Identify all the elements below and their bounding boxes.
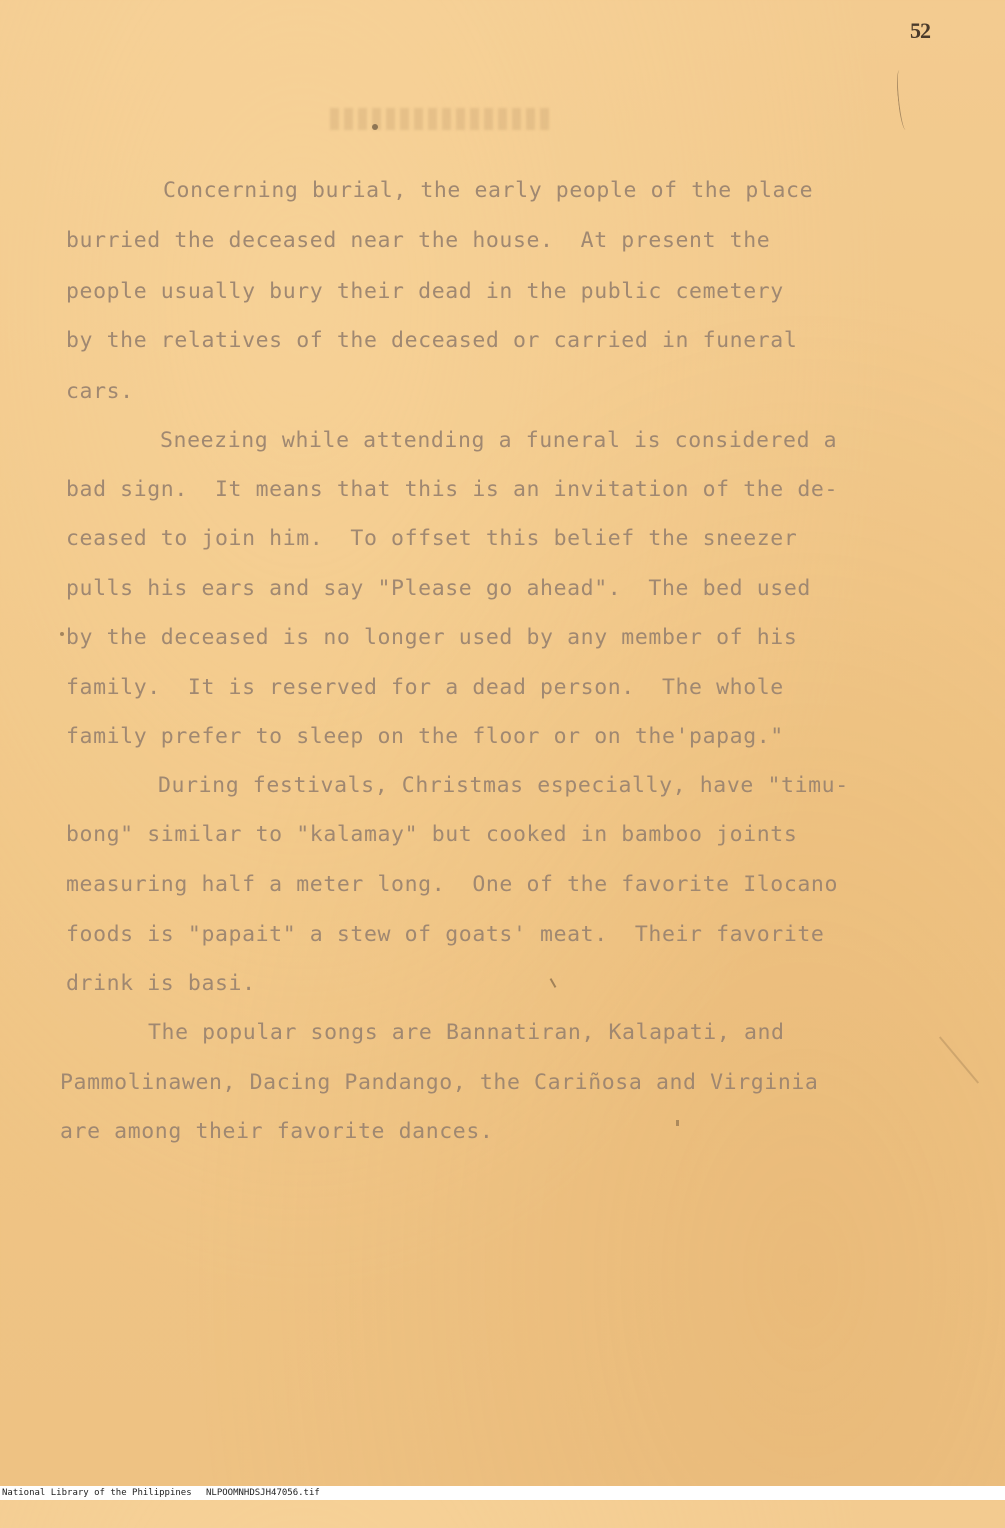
scan-footer (0, 1486, 1005, 1500)
text-line: are among their favorite dances. (60, 1119, 494, 1144)
text-line: The popular songs are Bannatiran, Kalapati, and (148, 1020, 785, 1045)
text-line: people usually bury their dead in the public cemetery (66, 279, 784, 304)
text-line: During festivals, Christmas especially, have "timu- (158, 773, 849, 798)
text-line: ceased to join him. To offset this belief the sneezer (66, 526, 798, 551)
stray-ink-mark (676, 1120, 679, 1126)
text-line: burried the deceased near the house. At present the (66, 228, 771, 253)
text-line: by the deceased is no longer used by any member of his (66, 625, 798, 650)
faint-header-smudge (330, 108, 550, 130)
text-line: pulls his ears and say "Please go ahead". The bed used (66, 576, 811, 601)
margin-dot (60, 632, 64, 636)
page-number: 52 (910, 18, 930, 43)
text-line: Pammolinawen, Dacing Pandango, the Cariñosa and Virginia (60, 1070, 819, 1095)
stray-pencil-mark (550, 978, 557, 988)
text-line: measuring half a meter long. One of the favorite Ilocano (66, 872, 839, 897)
text-line: family. It is reserved for a dead person. The whole (66, 675, 784, 700)
footer-library-name: National Library of the Philippines (2, 1488, 192, 1498)
text-line: by the relatives of the deceased or carried in funeral (66, 328, 798, 353)
text-line: drink is basi. (66, 971, 256, 996)
ink-dot (372, 124, 378, 130)
text-line: foods is "papait" a stew of goats' meat. Their favorite (66, 922, 825, 947)
text-line: Sneezing while attending a funeral is considered a (160, 428, 838, 453)
text-line: family prefer to sleep on the floor or on the'papag." (66, 724, 784, 749)
text-line: bong" similar to "kalamay" but cooked in bamboo joints (66, 822, 798, 847)
margin-bracket-mark (895, 70, 910, 131)
text-line: Concerning burial, the early people of the place (163, 178, 814, 203)
footer-file-name: NLPOOMNHDSJH47056.tif (206, 1488, 320, 1498)
paper-edge-line (939, 1036, 979, 1083)
text-line: cars. (66, 379, 134, 404)
text-line: bad sign. It means that this is an invitation of the de- (66, 477, 839, 502)
